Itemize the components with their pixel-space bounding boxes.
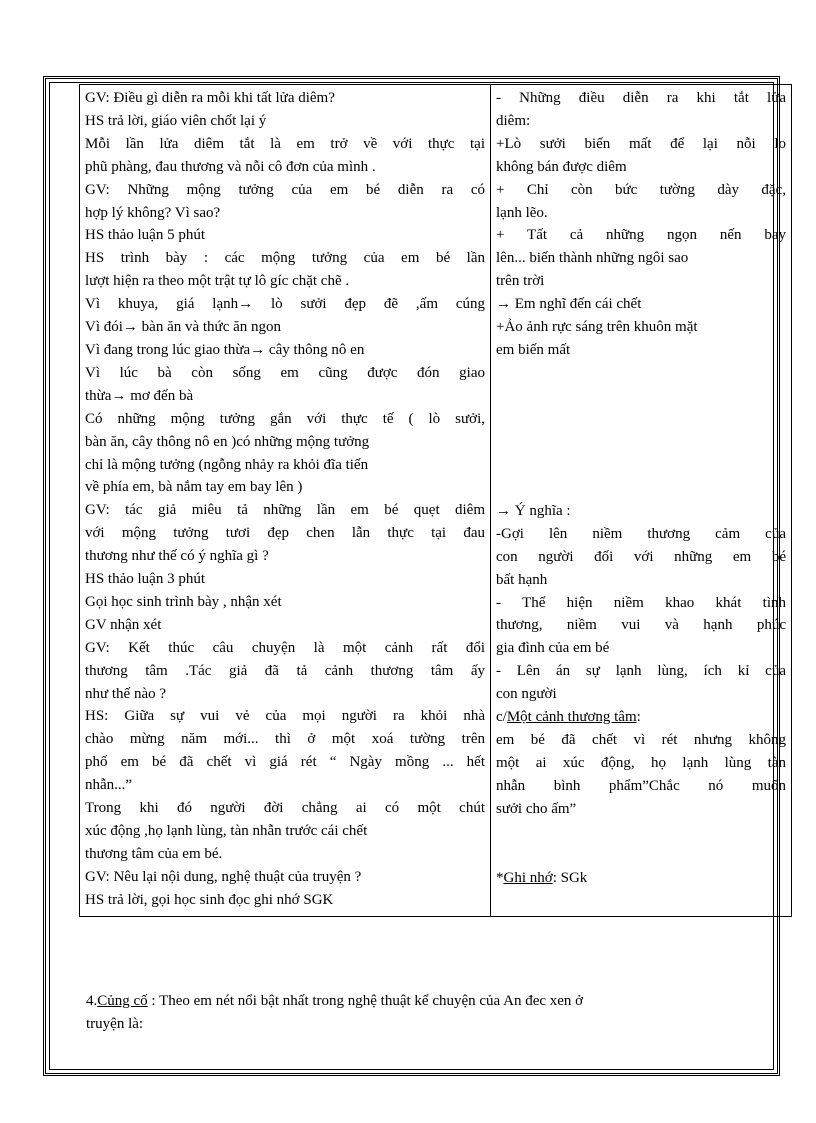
text-line: Gọi học sinh trình bày , nhận xét — [85, 593, 282, 610]
text-line: - Thể hiện niềm khao khát tình — [496, 594, 786, 611]
text-line: thương, niềm vui và hạnh phúc — [496, 617, 786, 634]
text-line: + Tất cả những ngọn nến bay — [496, 227, 786, 244]
blank-line — [496, 385, 786, 408]
text-line: em biến mất — [496, 341, 571, 358]
text-line: với mộng tưởng tươi đẹp chen lẫn thực tại đau — [85, 525, 485, 542]
text-line — [496, 867, 786, 890]
lesson-table — [79, 84, 792, 917]
text-line: lượt hiện ra theo một trật tự lô gíc chặt chẽ . — [85, 273, 350, 290]
blank-line — [496, 821, 786, 844]
text-line: HS thảo luận 5 phút — [85, 227, 205, 244]
text-line: thương tâm .Tác giả đã tả cảnh thương tâm ấy — [85, 662, 485, 679]
summary-number: 4. — [86, 993, 98, 1009]
text-line: Có những mộng tưởng gắn với thực tế ( lò sưởi, — [85, 410, 485, 427]
text-line: lên... biến thành những ngôi sao — [496, 250, 689, 267]
text-line: GV: Kết thúc câu chuyện là một cảnh rất đổi — [85, 639, 485, 656]
text-line: Mỗi lần lửa diêm tắt là em trở về với thực tại — [85, 135, 485, 152]
text-line: Trong khi đó người đời chẳng ai có một chút — [85, 800, 485, 817]
text-line: bàn ăn, cây thông nô en )có những mộng tưởng — [85, 433, 370, 450]
text-line: HS trả lời, gọi học sinh đọc ghi nhớ SGK — [85, 891, 334, 908]
text-line: HS trình bày : các mộng tưởng của em bé lần — [85, 250, 485, 267]
text-line: GV nhận xét — [85, 616, 162, 633]
text-line: nhẫn bình phẩm”Chắc nó muốn — [496, 777, 786, 794]
text-line: Vì đói→ bàn ăn và thức ăn ngon — [85, 319, 282, 336]
blank-line — [496, 844, 786, 867]
text-line: gia đình của em bé — [496, 640, 610, 657]
line-suffix: : SGk — [552, 869, 588, 886]
text-line: GV: Những mộng tưởng của em bé diễn ra có — [85, 181, 485, 198]
text-line: xúc động ,họ lạnh lùng, tàn nhẫn trước cái chết — [85, 823, 368, 839]
text-line: Vì lúc bà còn sống em cũng được đón giao — [85, 364, 485, 381]
line-prefix: c/ — [496, 709, 507, 726]
text-line: như thế nào ? — [85, 685, 167, 702]
text-line: em bé đã chết vì rét nhưng không — [496, 731, 786, 748]
text-line: một ai xúc động, họ lạnh lùng tàn — [496, 754, 786, 771]
text-line: hợp lý không? Vì sao? — [85, 204, 221, 221]
text-line: GV: Nêu lại nội dung, nghệ thuật của truyện ? — [85, 868, 362, 885]
blank-line — [496, 431, 786, 454]
content-column — [491, 85, 792, 917]
text-line — [496, 706, 786, 729]
text-line: con người — [496, 686, 557, 703]
line-suffix: : — [636, 709, 641, 726]
text-line: chào mừng năm mới... thì ở một xoá tường trên — [85, 731, 485, 748]
text-line: sưởi cho ấm” — [496, 800, 577, 817]
text-line: phũ phàng, đau thương và nỗi cô đơn của mình . — [85, 158, 376, 175]
text-line: trên trời — [496, 273, 545, 290]
blank-line — [496, 477, 786, 500]
text-line: chỉ là mộng tưởng (ngỗng nhảy ra khỏi đĩa tiến — [85, 456, 369, 473]
underlined-heading: Một cảnh thương tâm — [506, 709, 637, 726]
text-line: + Chỉ còn bức tường dày đặc, — [496, 181, 786, 198]
text-line: +Ảo ảnh rực sáng trên khuôn mặt — [496, 319, 698, 336]
text-line: lạnh lẽo. — [496, 204, 548, 221]
underlined-heading: Ghi nhớ — [503, 869, 553, 886]
blank-line — [496, 408, 786, 431]
text-line: - Lên án sự lạnh lùng, ích kỉ của — [496, 663, 786, 680]
text-line: GV: tác giả miêu tả những lần em bé quẹt diêm — [85, 502, 485, 519]
summary-line: truyện là: — [86, 1016, 144, 1032]
summary-line — [86, 990, 768, 1013]
text-line: diêm: — [496, 112, 531, 129]
text-line: HS thảo luận 3 phút — [85, 571, 205, 588]
text-line: → Em nghĩ đến cái chết — [496, 296, 642, 313]
text-line: Vì khuya, giá lạnh→ lò sưởi đẹp đẽ ,ấm cúng — [85, 296, 485, 313]
summary-text: : Theo em nét nổi bật nhất trong nghệ thuật kể chuyện của An đec xen ở — [147, 993, 584, 1009]
text-line: thương tâm của em bé. — [85, 845, 223, 862]
table-row — [80, 85, 792, 917]
text-line: +Lò sưởi biến mất để lại nỗi lo — [496, 135, 786, 152]
text-line: → Ý nghĩa : — [496, 502, 571, 519]
line-prefix: * — [496, 869, 504, 886]
text-line: Vì đang trong lúc giao thừa→ cây thông nô en — [85, 341, 365, 358]
text-line: GV: Điều gì diễn ra mỗi khi tất lửa diêm? — [85, 90, 335, 106]
text-line: không bán được diêm — [496, 158, 627, 175]
text-line: bất hạnh — [496, 571, 548, 588]
text-line: phố em bé đã chết vì giá rét “ Ngày mồng ... hết — [85, 754, 485, 771]
text-line: con người đối với những em bé — [496, 548, 786, 565]
activities-column — [80, 85, 491, 917]
text-line: - Những điều diễn ra khi tắt lửa — [496, 90, 786, 106]
text-line: về phía em, bà nắm tay em bay lên ) — [85, 479, 303, 496]
blank-line — [496, 362, 786, 385]
text-line: thừa→ mơ đến bà — [85, 387, 194, 404]
blank-line — [496, 454, 786, 477]
text-line: HS: Giữa sự vui vẻ của mọi người ra khỏi nhà — [85, 708, 485, 725]
text-line: thương như thế có ý nghĩa gì ? — [85, 548, 269, 565]
summary-heading: Củng cố — [97, 993, 148, 1009]
text-line: nhẫn...” — [85, 777, 133, 794]
text-line: -Gợi lên niềm thương cảm của — [496, 525, 786, 542]
text-line: HS trả lời, giáo viên chốt lại ý — [85, 112, 267, 129]
summary-section — [86, 990, 768, 1036]
